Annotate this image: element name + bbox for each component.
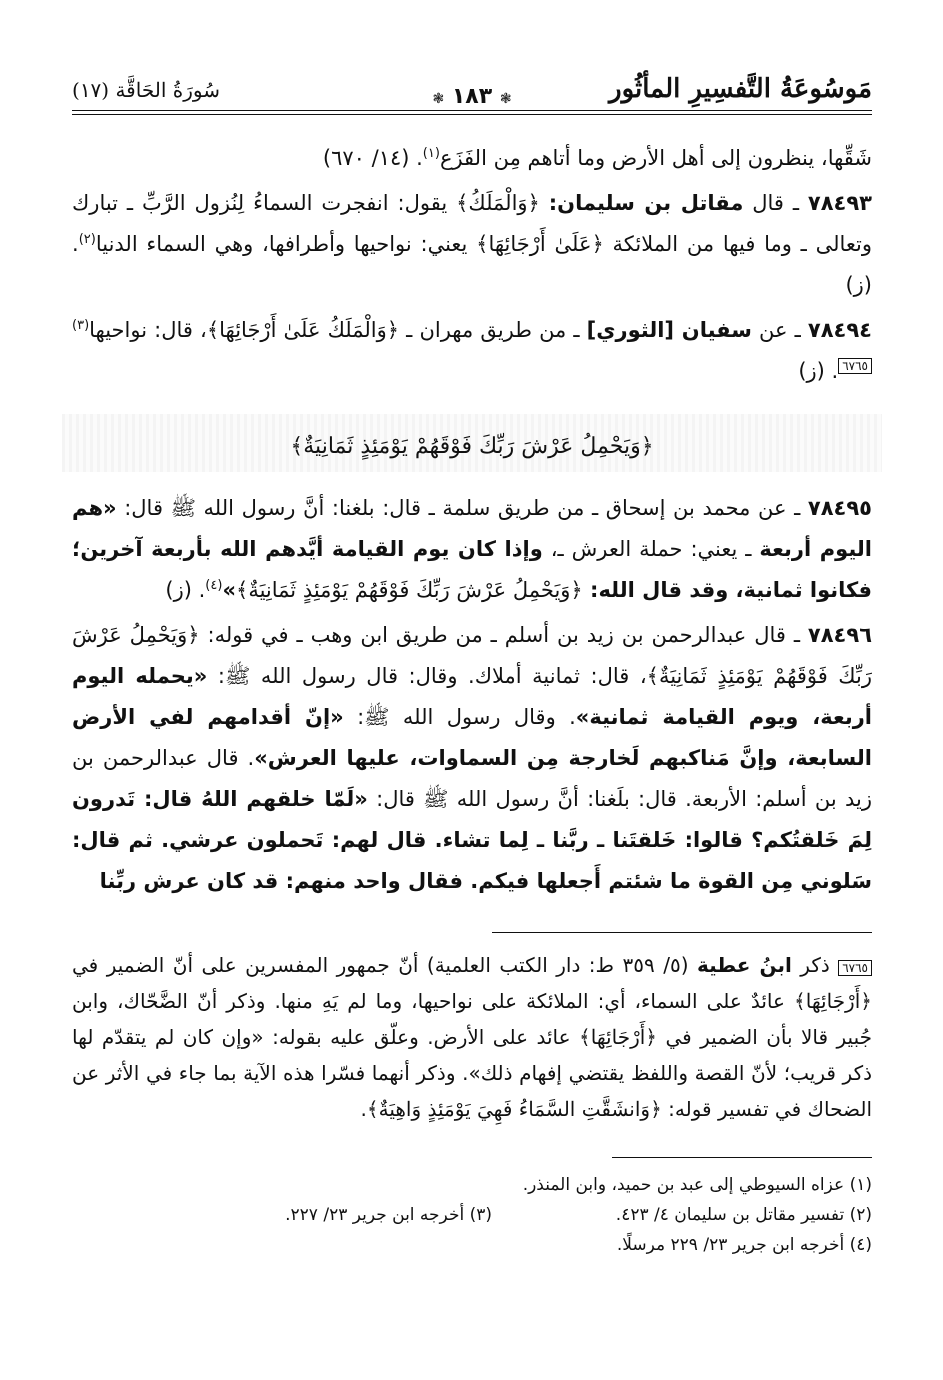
scholar-name: ابنُ عطية xyxy=(696,953,792,977)
ornament-icon: ❃ xyxy=(432,91,445,107)
footnote-marker: (٢) xyxy=(78,232,96,247)
page-header xyxy=(72,70,872,110)
page xyxy=(72,70,872,1260)
paragraph-continuation: شَقِّها، ينظرون إلى أهل الأرض وما أتاهم مِن الفَزَع$^{(١)}$. (١٤/ ٦٧٠) xyxy=(322,146,872,170)
footnote-3: (٣) أخرجه ابن جرير ٢٣/ ٢٢٧. xyxy=(285,1205,492,1225)
commentary-note: ٦٧٦٥ ذكر ابنُ عطية (٥/ ٣٥٩ ط: دار الكتب العلمية) أنّ جمهور المفسرين على أنّ الضمير في ﴿أَرْجَائِهَا﴾ عائدٌ على السماء، أي: الملائكة على نواحيها، وما لم يَهِ منها. وذكر أنّ الضَّحّاك، وابن جُبير قالا بأن الضمير في ﴿أَرْجَائِهَا﴾ عائد على الأرض. وعلّق عليه بقوله: «وإن كان لم يتقدّم لها ذكر قريب؛ لأنّ القصة واللفظ يقتضي إفهام ذلك». وذكر أنهما فسّرا هذه الآية بما جاء في الأثر عن الضحاك في تفسير قوله: ﴿وَانشَقَّتِ السَّمَاءُ فَهِيَ يَوْمَئِذٍ وَاهِيَةٌ﴾. xyxy=(72,953,872,1121)
narration-number: ٧٨٤٩٤ xyxy=(807,318,872,342)
narration-78493: ٧٨٤٩٣ ـ قال مقاتل بن سليمان: ﴿وَالْمَلَكُ﴾ يقول: انفجرت السماءُ لِنُزول الرَّبِّ ـ تبارك وتعالى ـ وما فيها من الملائكة ﴿عَلَىٰ أَرْجَائِهَا﴾ يعني: نواحيها وأطرافها، وهي السماء الدنيا$^{(٢)}$. (ز) xyxy=(72,191,872,297)
footnote-2: (٢) تفسير مقاتل بن سليمان ٤/ ٤٢٣. xyxy=(615,1205,872,1225)
verse-heading: ﴿وَيَحْمِلُ عَرْشَ رَبِّكَ فَوْقَهُمْ يَوْمَئِذٍ ثَمَانِيَةٌ﴾ xyxy=(290,434,654,459)
header-rule xyxy=(72,114,872,115)
narrator-name: مقاتل بن سليمان: xyxy=(548,191,744,215)
hadith-text: «هم اليوم أربعة xyxy=(72,496,872,561)
footnote-row xyxy=(72,1200,872,1230)
footnote-marker: (٤) xyxy=(205,578,223,593)
quran-quote: ﴿أَرْجَائِهَا﴾ xyxy=(794,989,872,1013)
quran-quote: ﴿عَلَىٰ أَرْجَائِهَا﴾ xyxy=(476,232,604,256)
hadith-text: «لَمّا خلقهم اللهُ قال: تَدرون لِمَ خَلقتُكم؟ قالوا: خَلقتَنا ـ ربَّنا ـ لِما تشاء. قال لهم: تَحملون عرشي. ثم قال: سَلوني مِن القوة ما شئتم أَجعلها فيكم. فقال واحد منهم: قد كان عرش ربِّنا xyxy=(72,787,872,893)
footnote-1: (١) عزاه السيوطي إلى عبد بن حميد، وابن المنذر. xyxy=(522,1175,872,1195)
narration-number: ٧٨٤٩٦ xyxy=(807,623,873,647)
hadith-text: «يحمله اليوم أربعة، ويوم القيامة ثمانية» xyxy=(72,664,873,729)
footnote-marker: (١) xyxy=(422,146,440,161)
quran-quote: ﴿وَيَحْمِلُ عَرْشَ رَبِّكَ فَوْقَهُمْ يَوْمَئِذٍ ثَمَانِيَةٌ﴾ xyxy=(236,578,583,602)
quran-quote: ﴿وَالْمَلَكُ عَلَىٰ أَرْجَائِهَا﴾ xyxy=(206,318,400,342)
hadith-text: «إنّ أقدامهم لفي الأرض السابعة، وإنَّ مَناكبهم لَخارجة مِن السماوات، عليها العرش» xyxy=(72,705,873,770)
narration-78494: ٧٨٤٩٤ ـ عن سفيان [الثوري] ـ من طريق مهران ـ ﴿وَالْمَلَكُ عَلَىٰ أَرْجَائِهَا﴾، قال: نواحيها$^{(٣)}$٦٧٦٥. (ز) xyxy=(72,318,872,383)
narration-78496: ٧٨٤٩٦ ـ قال عبدالرحمن بن زيد بن أسلم ـ من طريق ابن وهب ـ في قوله: ﴿وَيَحْمِلُ عَرْشَ رَبِّكَ فَوْقَهُمْ يَوْمَئِذٍ ثَمَانِيَةٌ﴾، قال: ثمانية أملاك. وقال: قال رسول الله ﷺ: «يحمله اليوم أربعة، ويوم القيامة ثمانية». وقال رسول الله ﷺ: «إنّ أقدامهم لفي الأرض السابعة، وإنَّ مَناكبهم لَخارجة مِن السماوات، عليها العرش». قال عبدالرحمن بن زيد بن أسلم: الأربعة. قال: بلَغنا: أنَّ رسول الله ﷺ قال: «لَمّا خلقهم اللهُ قال: تَدرون لِمَ خَلقتُكم؟ قالوا: خَلقتَنا ـ ربَّنا ـ لِما تشاء. قال لهم: تَحملون عرشي. ثم قال: سَلوني مِن القوة ما شئتم أَجعلها فيكم. فقال واحد منهم: قد كان عرش ربِّنا xyxy=(72,623,873,893)
quran-quote: ﴿وَيَحْمِلُ عَرْشَ رَبِّكَ فَوْقَهُمْ يَوْمَئِذٍ ثَمَانِيَةٌ﴾ xyxy=(72,623,872,688)
quran-quote: ﴿وَانشَقَّتِ السَّمَاءُ فَهِيَ يَوْمَئِذٍ وَاهِيَةٌ﴾ xyxy=(366,1097,662,1121)
narrator-name: سفيان [الثوري] xyxy=(586,318,752,342)
footnote-divider xyxy=(612,1157,872,1158)
commentary-divider xyxy=(492,932,872,933)
commentary-number-box: ٦٧٦٥ xyxy=(838,960,872,976)
footnote-4: (٤) أخرجه ابن جرير ٢٣/ ٢٢٩ مرسلًا. xyxy=(616,1235,872,1255)
narration-number: ٧٨٤٩٣ xyxy=(807,191,872,215)
narration-78495: ٧٨٤٩٥ ـ عن محمد بن إسحاق ـ من طريق سلمة ـ قال: بلغنا: أنَّ رسول الله ﷺ قال: «هم اليوم أربعة ـ يعني: حملة العرش ـ، وإذا كان يوم القيامة أيَّدهم الله بأربعة آخرين؛ فكانوا ثمانية، وقد قال الله: ﴿وَيَحْمِلُ عَرْشَ رَبِّكَ فَوْقَهُمْ يَوْمَئِذٍ ثَمَانِيَةٌ﴾»$^{(٤)}$. (ز) xyxy=(72,496,872,602)
footnotes xyxy=(72,1170,872,1260)
verse-heading-band xyxy=(62,414,882,472)
quran-quote: ﴿أَرْجَائِهَا﴾ xyxy=(579,1025,658,1049)
footnote-marker: (٣) xyxy=(72,318,90,333)
hadith-text: وإذا كان يوم القيامة أيَّدهم الله بأربعة آخرين؛ فكانوا ثمانية، وقد قال الله: xyxy=(72,537,872,602)
page-number: ١٨٣ xyxy=(451,84,493,109)
commentary-reference-box[interactable]: ٦٧٦٥ xyxy=(838,358,872,374)
main-text xyxy=(72,138,872,902)
book-title: مَوسُوعَةُ التَّفسِيرِ المأثُور xyxy=(609,74,872,104)
narration-number: ٧٨٤٩٥ xyxy=(807,496,872,520)
ornament-icon: ❃ xyxy=(499,91,512,107)
surah-title: سُورَةُ الحَاقَّة (١٧) xyxy=(72,78,220,102)
header-rule xyxy=(72,110,872,111)
quran-quote: ﴿وَالْمَلَكُ﴾ xyxy=(447,191,549,215)
